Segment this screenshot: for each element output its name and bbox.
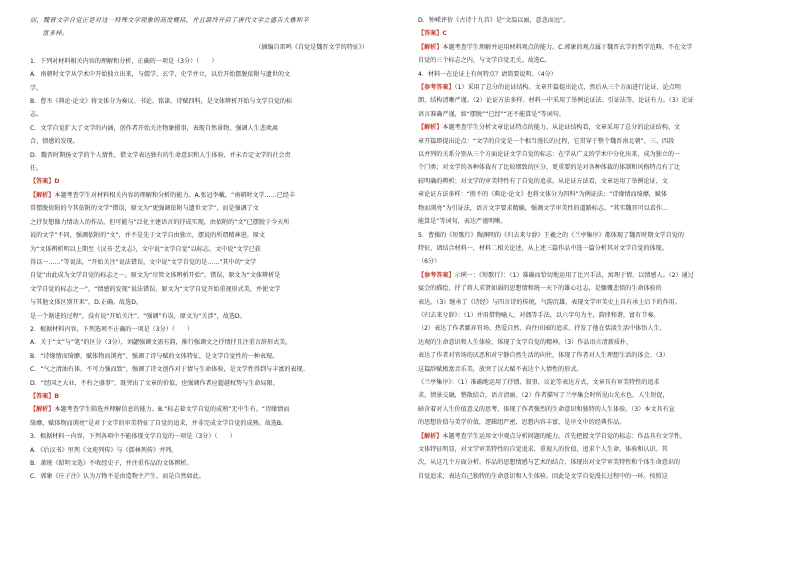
q5-answer-8: 这篇辞赋极富音乐美，放突了汉大赋不表达个人情性的形式。 — [418, 365, 583, 373]
q2-option-b: B．“诗缘情而绮靡，赋体物而浏亮”，强调了诗与赋的文体特征，是文学自觉性的一种表现。 — [30, 352, 279, 360]
q3-option-d: D．钟嵘评价《古诗十九首》是“文温以丽，意悲而远”。 — [418, 17, 570, 24]
q1-option-d-cont: 任。 — [30, 165, 43, 173]
q1-option-d: D．魏晋时期扬文学的个人情性，借文学表达独有的生命意识和人生体验，并未否定文学的社会责 — [30, 151, 291, 159]
explain-label: 【解析】 — [418, 432, 443, 440]
q5-stem-2: 特征，请结合材料一，材料二相关论述，从上述三篇作品中选一篇分析其对文学自觉的体现。 — [418, 244, 668, 252]
q1-explain-10: 是一个渐进的过程”，没有说“开始关注”，“强调”有误，原文为“关涉”，故选D。 — [30, 312, 246, 320]
q1-explain-7: 自觉”由此成为文学自觉的标志之一。原文为“尽管文体辨析开始”，错误，原文为“文体辨析是 — [30, 272, 281, 280]
q5-stem-1: 5．曹操的《短歌行》陶渊明的《归去来兮辞》王羲之的《兰亭集序》都体现了魏晋时期文学自觉的 — [418, 231, 684, 239]
answer-value: C — [442, 30, 447, 38]
q5-explain-1 — [418, 430, 766, 443]
q1-answer — [30, 175, 378, 188]
q4-answer-2: 朗，结构清晰严谨。（2）论证方法多样。材料一中采用了举例论证法、引证法等，论证有力。（3）论证 — [418, 97, 694, 105]
q1-option-b-cont: 志。 — [30, 111, 43, 119]
q5-answer-3: 表达。（3）继承了《诗经》与四言诗的传统，气韵沉雄，表现文学审美史上具有承上启下的作用。 — [418, 298, 681, 306]
q5-stem-3: （6分） — [418, 258, 441, 266]
answer-value: D — [54, 178, 60, 186]
q1-explain-8: 文学自觉的标志之一”，“情感的发现”说法错误，原文为“文学自觉开始重视形式美，并使文学 — [30, 285, 281, 293]
q3-option-b: B．萧统《昭明文选》不收经史子，并注重作品的文体辨析。 — [30, 460, 193, 467]
q2-option-d: D．“经国之大业，不朽之盛事”，既突出了文章的价值，也强调作者应超越权势与生命局限。 — [30, 379, 279, 387]
q1-explain-3: 之抒发想像力情动人的作品，但可能与“泛化主建语言的抒成实现，由依附的“文”已摆脱于今天所 — [30, 218, 290, 226]
answer-label: 【答案】 — [418, 30, 443, 38]
q1-explain-6: 得以一……”等说法，“开始关注”说法错误，文中说“文学自觉的是……”其中的“文学 — [30, 258, 257, 266]
q5-answer-2: 宴会的描绘，抒了将人求贤如渴的思想情和统一天下的雄心壮志，是慷慨悲愤的生命体验的 — [418, 285, 662, 293]
q5-answer-6: 达观的生命意识和人生体验，体现了文学自觉的精神。（3）作品语言清新质朴， — [418, 338, 633, 346]
q3-option-a: A．《后汉书》里列《文苑列传》与《儒林列传》并列。 — [30, 446, 178, 454]
explain-label: 【解析】 — [30, 406, 55, 414]
q5-answer-12: 的思想价值与美学价值，逻辑组严密，思想内容丰富，是序文中的经典作品。 — [418, 419, 626, 427]
q1-stem: 1．下列对材料相关内容的理解和分析，正确的一项是（3分）（ ） — [30, 57, 218, 65]
intro-line-2: 富多样。 — [42, 30, 69, 38]
q1-explain-4: 说的文学”不同，强调依附的“文”，并不是先于文学自由独立，摆说的所谓精神进。原文 — [30, 232, 265, 240]
q5-answer-7: 表达了作者对官场的厌恶和对宁静自然生活的向往，体现了作者对人生理想生活的体会。（3） — [418, 352, 669, 360]
q3-answer — [418, 27, 766, 40]
q5-answer-9: 《兰亭集序》：（1）准确地运用了抒情、叙事、议论等表达方式，文章具有审美特性的追求 — [418, 378, 660, 386]
answer-label: 【答案】 — [30, 392, 55, 400]
q3-explain-2: 自觉的三个标志之内，与文学自觉无关。故选C。 — [418, 57, 551, 65]
source-citation: （摘编自雷鸣《自觉是魏晋文学的特征》） — [255, 43, 368, 51]
q1-explain-5: 为“文体辨析明以上期至《汉书·艺文志》，文中说“文学自觉”以标志，文中说“文学已获 — [30, 245, 261, 253]
q1-explain-2: 常摆脱依附的令其依附的文学”错误，原文为“更强调依附与遗世文学”，而是强调了文 — [30, 205, 259, 213]
explain-label: 【解析】 — [30, 191, 55, 199]
q5-explain-4: 自觉追求，表达自己独特的生命意识和人生体验。因此是文学自觉漫长过程中的一环。按照这 — [418, 472, 668, 480]
answer-label: 【答案】 — [30, 178, 55, 186]
q4-answer-1 — [418, 81, 766, 94]
q5-answer-11: 暗含着对人生价值意义的思考，体现了作者强烈的生命意识和独特的人生体验。（3）本文具有宣 — [418, 405, 675, 413]
q1-option-c-cont: 合，情感的发现。 — [30, 138, 79, 146]
q2-option-a: A．关于“文”与“笔”的区分（3分），刘勰强调文需有韵，推行强调文之抒情抒且注重言辞形式美。 — [30, 339, 292, 347]
q4-answer-3: 语言准确严谨，如“摆脱”“已经”“还不能算是”等词句。 — [418, 110, 565, 118]
explain-text: 本题考查学生运用文中观点分析问题的能力。首先把握文学自觉的标志：作品具有文学性， — [442, 432, 687, 440]
q2-explain-1 — [30, 403, 378, 416]
q3-stem: 3．根据材料一内容，下列各项中不能体现文学自觉的一项是（3分）（ ） — [30, 433, 236, 441]
right-column — [418, 14, 766, 483]
q3-explain-1 — [418, 41, 766, 54]
q3-option-c: C．郭象《庄子注》认为万物不是由造物主产生，而是自然如此。 — [30, 473, 205, 481]
q1-explain-1 — [30, 189, 378, 202]
q1-option-c: C．文学自觉扩大了文学的内涵，创作者开始关注物象摄事，表现自然景物，强调人生悲欢离 — [30, 124, 279, 132]
q2-answer — [30, 390, 378, 403]
q5-answer-5: （2）表达了作者鄙弃官场、热爱自然、向往田园的追求，抒发了他在恬淡生活中体悟人生、 — [418, 325, 666, 333]
reference-answer-text: 示例一：《短歌行》：（1）准确而恰切地运用了比兴手法，寓理于情，以情感人。（2）通过 — [454, 271, 694, 279]
q1-option-a-cont: 学。 — [30, 84, 43, 92]
q4-explain-3: 以并列的关系分别从三个方面论证文学自觉的标志：在学从广义的学术中分化出来，成为独立的一 — [418, 151, 681, 159]
q4-explain-4: 个门类；对文学的各种体裁有了比较细致的区分，更重要的是对各种体裁的体制和风格特点有了比 — [418, 164, 681, 172]
q5-answer-4: 《归去来兮辞》：（1）并用借物喻人、对偶等手法，以六字句为主，韵律和谐，富有节奏。 — [418, 311, 660, 319]
answer-value: B — [54, 392, 60, 400]
explain-label: 【解析】 — [418, 43, 443, 51]
q4-explain-2: 章开篇即提出论点：“文学的自觉是一个相当漫长的过程，它贯穿于整个魏晋南北朝”，三、四段 — [418, 137, 675, 145]
q4-explain-1 — [418, 121, 766, 134]
q2-stem: 2．根据材料内容，下列选项不正确的一项是（3分）（ ） — [30, 325, 194, 333]
explain-text: 本题考查学生对材料相关内容的理解和分析的能力。A.张冠李戴，“南朝时文学……已经丰 — [54, 191, 296, 199]
q5-explain-3: 次，从这几个方面分析。作品的思想情感与艺术的结合，体现出对文学审美特性和个体生命意识的 — [418, 459, 681, 467]
reference-answer-label: 【参考答案】 — [418, 84, 455, 92]
explain-text: 本题考查学生理解并运用材料观点的能力。C.郭象的观点属于魏晋玄学的哲学范畴，不在文学 — [442, 43, 693, 51]
q1-explain-9: 与其他文体区别开来”。D.正确。故选D。 — [30, 299, 142, 307]
q4-explain-6: 章论证方法多样：“胜不的《典论·论文》也将文体分为四科”为例证法；“诗缘情而绮靡，赋体 — [418, 191, 668, 199]
reference-answer-label: 【参考答案】 — [418, 271, 455, 279]
q1-option-b: B．曹丕《典论·论文》将文体分为奏议、书论、铭诔、诗赋四科，是文体辨析开始与文学自觉的标 — [30, 98, 293, 106]
q4-explain-8: 能算是”等词句，表达严谨明晰。 — [418, 218, 507, 226]
q2-explain-2: 绮靡，赋体物而浏亮”是对于文学的审美特征了自觉的追求，并非完成文学自觉的成熟。故选B。 — [30, 419, 288, 427]
q4-explain-7: 物而浏亮”为引证法，语言文字要求精确，强调文学审美性的道路标志。“其实魏晋可以看作… — [418, 204, 669, 212]
q5-answer-1 — [418, 269, 766, 282]
q5-answer-10: 求，情景交融，整散结合，语言清丽。（2）作者描写了兰亭集会时所见山光水色、人生短促， — [418, 392, 669, 400]
q4-stem: 4．材料一在论证上有何特点？请简要说明。（4分） — [418, 70, 557, 78]
explain-text: 本题考查学生分析文章论证特点的能力。从论证结构看，文章采用了总分的论证结构。文 — [442, 124, 681, 132]
q2-option-c: C．“气之清浊有体，不可力强而致”，强调了诗文创作对于情与生命体验，是文学性得到与丰富的表现。 — [30, 366, 309, 374]
q1-option-a: A．南朝时文学从学术中开始独立出来，与儒学、玄学、史学并立，以后开始摆脱依附与遗世的文 — [30, 71, 291, 79]
left-column — [30, 14, 378, 484]
reference-answer-text: （1）采用了总分的论证结构。文章开篇提出论点，然后从三个方面进行论证，论点明 — [454, 84, 681, 92]
explain-label: 【解析】 — [418, 124, 443, 132]
q5-explain-2: 文体特征明显，对文学审美特性的自觉追求，重视人的价值，追求个人生命，体验和认识。其 — [418, 446, 668, 453]
q4-explain-5: 较明确的辨析；对文学的审美特性有了自觉的追求。从论证方法看，文章运用了举例论证、文 — [418, 177, 668, 185]
explain-text: 本题考查学生筛选并理解信息的能力。B.“标志着文学自觉的成熟”无中生有。“诗缘情而 — [54, 406, 290, 414]
intro-line-1: 而，魏晋文学自觉正是对这一特殊文学现象的高度概括，并且最终开启了唐代文学之盛告大雅和辛 — [30, 17, 309, 24]
